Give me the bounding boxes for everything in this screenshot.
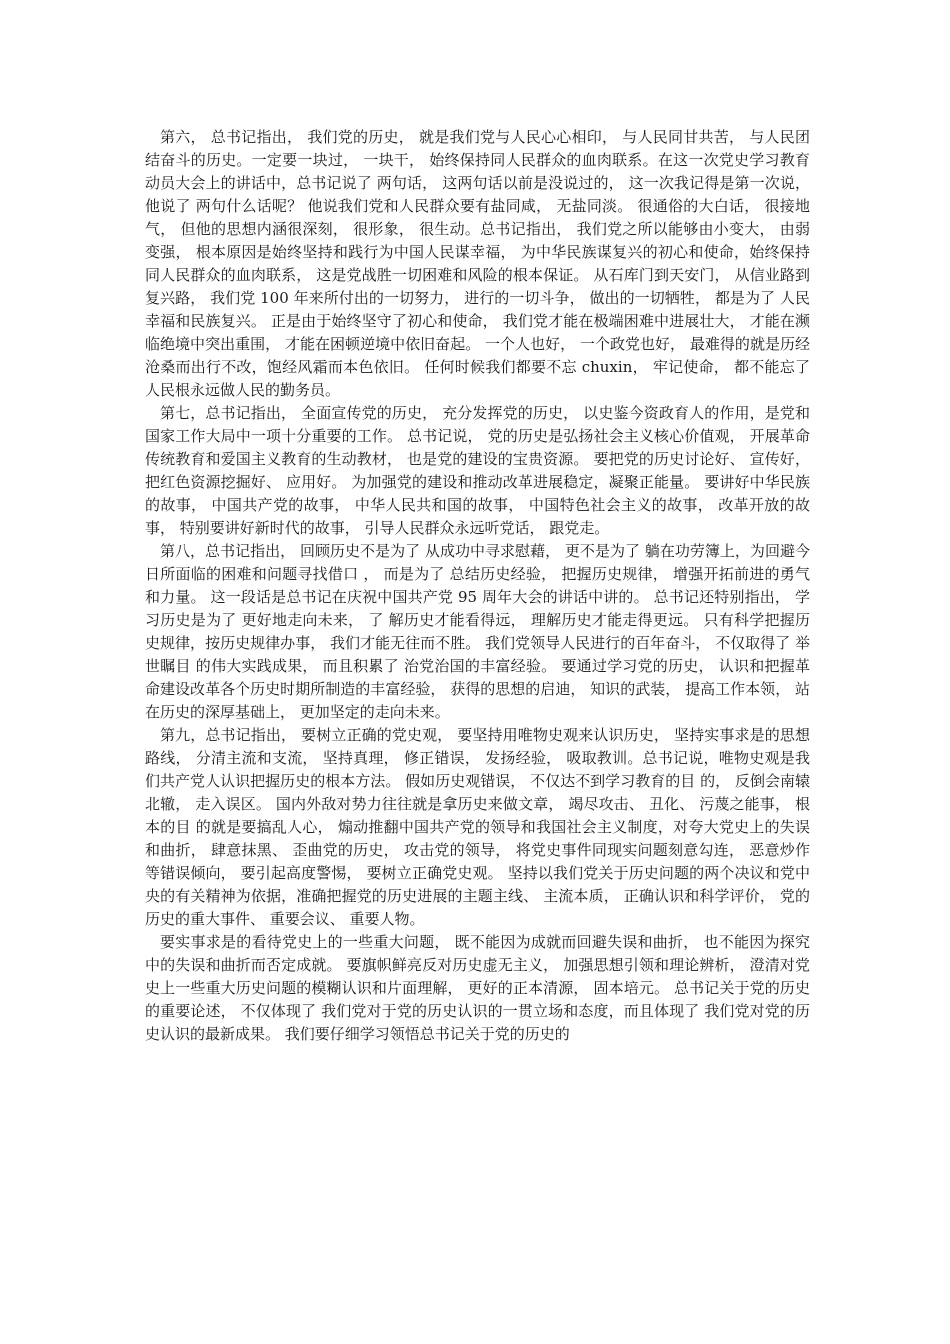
paragraph-9: 第九，总书记指出， 要树立正确的党史观， 要坚持用唯物史观来认识历史， 坚持实事求是的思想路线， 分清主流和支流， 坚持真理， 修正错误， 发扬经验， 吸取教训。总书记说，唯物史观是我们共产党人认识把握历史的根本方法。 假如历史观错误， 不仅达不到学习教育的目 的， 反倒会南辕北辙， 走入误区。 国内外敌对势力往往就是拿历史来做文章， 竭尽攻击、 丑化、 污蔑之能事， 根本的目 的就是要搞乱人心， 煽动推翻中国共产党的领导和我国社会主义制度，对夸大党史上的失误和曲折， 肆意抹黑、 歪曲党的历史， 攻击党的领导， 将党史事件同现实问题刻意勾连， 恶意炒作等错误倾向， 要引起高度警惕， 要树立正确党史观。 坚持以我们党关于历史问题的两个决议和党中央的有关精神为依据，准确把握党的历史进展的主题主线、 主流本质， 正确认识和科学评价， 党的历史的重大事件、 重要会议、 重要人物。 bbox=[145, 726, 810, 928]
paragraph-6: 第六， 总书记指出， 我们党的历史， 就是我们党与人民心心相印， 与人民同甘共苦， 与人民团结奋斗的历史。一定要一块过， 一块干， 始终保持同人民群众的血肉联系。在这一次党史学习教育动员大会上的讲话中，总书记说了 两句话， 这两句话以前是没说过的， 这一次我记得是第一次说， 他说了 两句什么话呢？ 他说我们党和人民群众要有盐同咸， 无盐同淡。 很通俗的大白话， 很接地气， 但他的思想内涵很深刻， 很形象， 很生动。总书记指出， 我们党之所以能够由小变大， 由弱变强， 根本原因是始终坚持和践行为中国人民谋幸福， 为中华民族谋复兴的初心和使命，始终保持同人民群众的血肉联系， 这是党战胜一切困难和风险的根本保证。 从石库门到天安门， 从信业路到复兴路， 我们党 100 年来所付出的一切努力， 进行的一切斗争， 做出的一切牺牲， 都是为了 人民幸福和民族复兴。 正是由于始终坚守了初心和使命， 我们党才能在极端困难中进展壮大， 才能在濒临绝境中突出重围， 才能在困顿逆境中依旧奋起。 一个人也好， 一个政党也好， 最难得的就是历经沧桑而出行不改，饱经风霜而本色依旧。 任何时候我们都要不忘 chuxin， 牢记使命， 都不能忘了 人民根永远做人民的勤务员。 bbox=[145, 128, 810, 399]
paragraph-continuation: 要实事求是的看待党史上的一些重大问题， 既不能因为成就而回避失误和曲折， 也不能因为探究中的失误和曲折而否定成就。 要旗帜鲜亮反对历史虚无主义， 加强思想引领和理论辨析， 澄清对党史上一些重大历史问题的模糊认识和片面理解， 更好的正本清源， 固本培元。 总书记关于党的历史的重要论述， 不仅体现了 我们党对于党的历史认识的一贯立场和态度，而且体现了 我们党对党的历史认识的最新成果。 我们要仔细学习领悟总书记关于党的历史的 bbox=[145, 933, 810, 1043]
document-body bbox=[145, 126, 810, 1046]
paragraph-8: 第八，总书记指出， 回顾历史不是为了 从成功中寻求慰藉， 更不是为了 躺在功劳簿上，为回避今日所面临的困难和问题寻找借口 ， 而是为了 总结历史经验， 把握历史规律， 增强开拓前进的勇气和力量。 这一段话是总书记在庆祝中国共产党 95 周年大会的讲话中讲的。 总书记还特别指出， 学习历史是为了 更好地走向未来， 了 解历史才能看得远， 理解历史才能走得更远。 只有科学把握历史规律，按历史规律办事， 我们才能无往而不胜。 我们党领导人民进行的百年奋斗， 不仅取得了 举世瞩目 的伟大实践成果， 而且积累了 治党治国的丰富经验。 要通过学习党的历史， 认识和把握革命建设改革各个历史时期所制造的丰富经验， 获得的思想的启迪， 知识的武装， 提高工作本领， 站在历史的深厚基础上， 更加坚定的走向未来。 bbox=[145, 542, 810, 721]
paragraph-7: 第七，总书记指出， 全面宣传党的历史， 充分发挥党的历史， 以史鉴今资政育人的作用，是党和国家工作大局中一项十分重要的工作。 总书记说， 党的历史是弘扬社会主义核心价值观， 开展革命传统教育和爱国主义教育的生动教材， 也是党的建设的宝贵资源。 要把党的历史讨论好、 宣传好， 把红色资源挖掘好、 应用好。 为加强党的建设和推动改革进展稳定，凝聚正能量。 要讲好中华民族的故事， 中国共产党的故事， 中华人民共和国的故事， 中国特色社会主义的故事， 改革开放的故事， 特别要讲好新时代的故事， 引导人民群众永远听党话， 跟党走。 bbox=[145, 404, 810, 537]
